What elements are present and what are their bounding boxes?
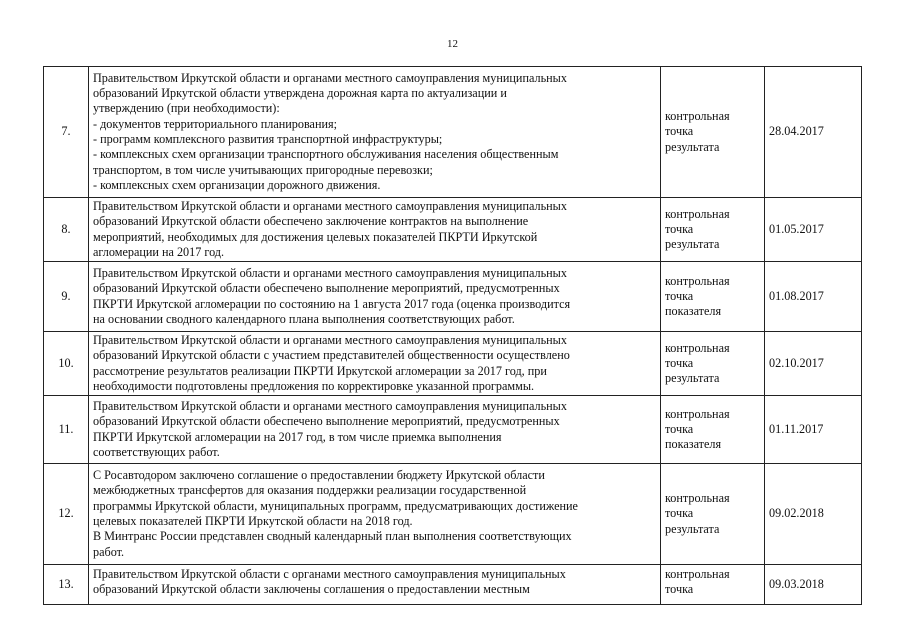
control-point-type xyxy=(661,198,765,262)
table-row xyxy=(44,332,862,396)
type-line: точка xyxy=(665,288,694,303)
type-line: точка xyxy=(665,221,694,236)
row-number: 12. xyxy=(44,464,89,565)
description-line: целевых показателей ПКРТИ Иркутской области на 2018 год. xyxy=(93,514,413,528)
description-line: образований Иркутской области обеспечено выполнение мероприятий, предусмотренных xyxy=(93,281,560,296)
description-line: Правительством Иркутской области и органами местного самоуправления муниципальных xyxy=(93,70,567,85)
event-description xyxy=(89,262,661,332)
type-line: точка xyxy=(665,421,694,436)
type-line: точка xyxy=(665,355,694,370)
table-row xyxy=(44,464,862,565)
description-line: образований Иркутской области обеспечено заключение контрактов на выполнение xyxy=(93,214,529,229)
description-line: - документов территориального планирования; xyxy=(93,116,337,131)
type-line: показателя xyxy=(665,437,722,452)
type-line: результата xyxy=(665,139,720,154)
control-point-type xyxy=(661,67,765,198)
description-line: образований Иркутской области заключены соглашения о предоставлении местным xyxy=(93,582,530,597)
description-line: образований Иркутской области с участием представителей общественности осуществлено xyxy=(93,348,570,363)
type-line: точка xyxy=(665,582,694,597)
description-line: Правительством Иркутской области и органами местного самоуправления муниципальных xyxy=(93,198,567,213)
row-number: 13. xyxy=(44,565,89,605)
due-date: 02.10.2017 xyxy=(765,332,862,396)
event-description xyxy=(89,67,661,198)
control-point-type xyxy=(661,262,765,332)
row-number: 7. xyxy=(44,67,89,198)
description-line: соответствующих работ. xyxy=(93,444,220,459)
control-points-table xyxy=(43,66,862,605)
type-line: показателя xyxy=(665,304,722,319)
control-point-type xyxy=(661,565,765,605)
control-point-type xyxy=(661,332,765,396)
description-line: транспортом, в том числе учитывающих пригородные перевозки; xyxy=(93,162,433,177)
description-line: - программ комплексного развития транспортной инфраструктуры; xyxy=(93,132,443,146)
event-description xyxy=(89,396,661,464)
event-description xyxy=(89,565,661,605)
control-point-type xyxy=(661,464,765,565)
control-point-type xyxy=(661,396,765,464)
due-date: 09.03.2018 xyxy=(765,565,862,605)
description-line: образований Иркутской области утверждена дорожная карта по актуализации и xyxy=(93,86,507,101)
row-number: 10. xyxy=(44,332,89,396)
description-line: - комплексных схем организации дорожного движения. xyxy=(93,177,381,192)
table-body xyxy=(44,67,862,605)
due-date: 01.11.2017 xyxy=(765,396,862,464)
description-line: агломерации на 2017 год. xyxy=(93,244,225,259)
event-description xyxy=(89,198,661,262)
description-line: Правительством Иркутской области с органами местного самоуправления муниципальных xyxy=(93,567,566,581)
type-line: контрольная xyxy=(665,406,730,421)
type-line: результата xyxy=(665,371,720,386)
type-line: контрольная xyxy=(665,109,730,124)
row-number: 11. xyxy=(44,396,89,464)
description-line: утверждению (при необходимости): xyxy=(93,101,280,116)
description-line: межбюджетных трансфертов для оказания поддержки реализации государственной xyxy=(93,483,527,498)
description-line: ПКРТИ Иркутской агломерации на 2017 год, в том числе приемка выполнения xyxy=(93,429,502,444)
table-row xyxy=(44,565,862,605)
description-line: рассмотрение результатов реализации ПКРТИ Иркутской агломерации за 2017 год, при xyxy=(93,363,547,378)
type-line: контрольная xyxy=(665,273,730,288)
due-date: 09.02.2018 xyxy=(765,464,862,565)
description-line: Правительством Иркутской области и органами местного самоуправления муниципальных xyxy=(93,265,567,280)
table-row xyxy=(44,198,862,262)
type-line: точка xyxy=(665,124,694,139)
description-line: ПКРТИ Иркутской агломерации по состоянию на 1 августа 2017 года (оценка производится xyxy=(93,296,571,311)
type-line: результата xyxy=(665,521,720,536)
description-line: С Росавтодором заключено соглашение о предоставлении бюджету Иркутской области xyxy=(93,468,545,483)
description-line: работ. xyxy=(93,544,125,559)
description-line: Правительством Иркутской области и органами местного самоуправления муниципальных xyxy=(93,398,567,413)
page-number: 12 xyxy=(447,38,458,50)
description-line: на основании сводного календарного плана выполнения соответствующих работ. xyxy=(93,311,515,326)
description-line: - комплексных схем организации транспортного обслуживания населения общественным xyxy=(93,147,559,162)
description-line: необходимости подготовлены предложения по корректировке указанной программы. xyxy=(93,378,535,393)
description-line: программы Иркутской области, муниципальных программ, предусматривающих достижение xyxy=(93,498,578,513)
table-row xyxy=(44,262,862,332)
description-line: В Минтранс России представлен сводный календарный план выполнения соответствующих xyxy=(93,529,572,544)
type-line: результата xyxy=(665,237,720,252)
description-line: образований Иркутской области обеспечено выполнение мероприятий, предусмотренных xyxy=(93,414,560,429)
description-line: Правительством Иркутской области и органами местного самоуправления муниципальных xyxy=(93,332,567,347)
due-date: 28.04.2017 xyxy=(765,67,862,198)
row-number: 8. xyxy=(44,198,89,262)
description-line: мероприятий, необходимых для достижения целевых показателей ПКРТИ Иркутской xyxy=(93,229,538,244)
row-number: 9. xyxy=(44,262,89,332)
type-line: контрольная xyxy=(665,491,730,506)
type-line: контрольная xyxy=(665,567,730,581)
due-date: 01.08.2017 xyxy=(765,262,862,332)
event-description xyxy=(89,464,661,565)
type-line: контрольная xyxy=(665,340,730,355)
type-line: контрольная xyxy=(665,206,730,221)
event-description xyxy=(89,332,661,396)
table-row xyxy=(44,67,862,198)
due-date: 01.05.2017 xyxy=(765,198,862,262)
table-row xyxy=(44,396,862,464)
type-line: точка xyxy=(665,506,694,521)
